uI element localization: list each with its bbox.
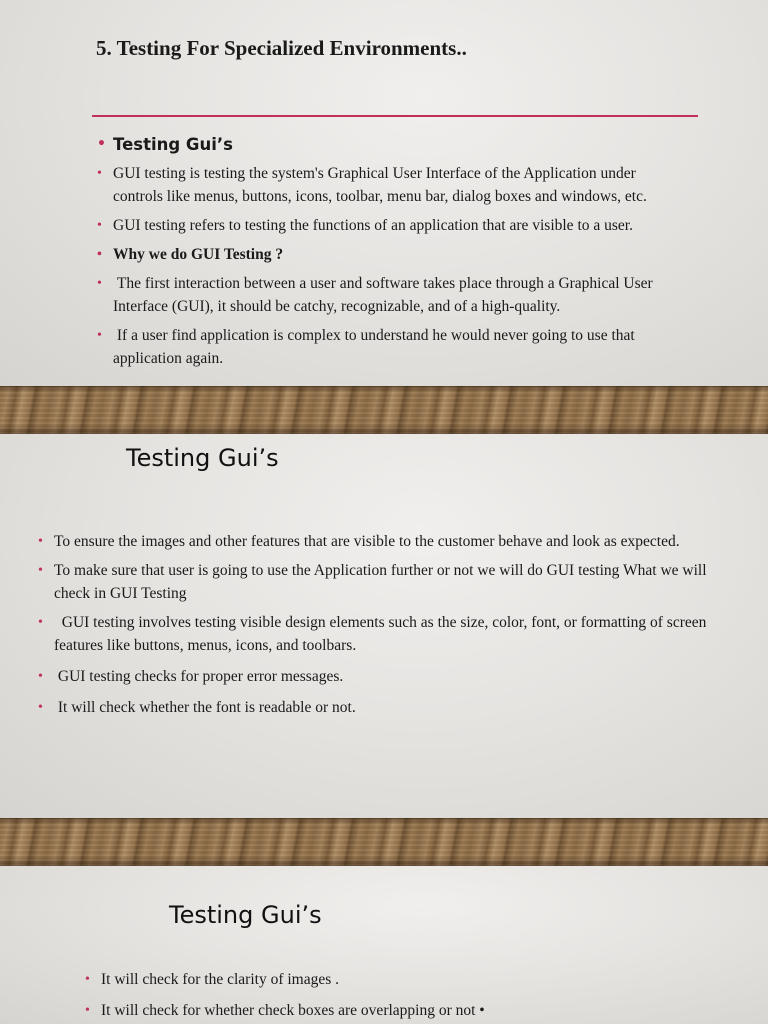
list-item: • Testing Gui’s	[97, 135, 233, 154]
bullet-icon: •	[38, 669, 43, 684]
bullet-icon: •	[38, 563, 43, 578]
slide-2-bullets	[38, 530, 738, 725]
slide-2-title: Testing Gui’s	[126, 444, 279, 472]
list-item: • GUI testing refers to testing the functions of an application that are visible to a user.	[97, 214, 667, 237]
title-divider	[92, 115, 698, 117]
bullet-icon: •	[38, 615, 43, 630]
slide-1-bullets	[97, 133, 667, 376]
bullet-icon: •	[97, 328, 102, 343]
bullet-icon: •	[97, 218, 102, 233]
list-item: • GUI testing involves testing visible design elements such as the size, color, font, or formatting of screen features like buttons, menus, icons, and toolbars.	[38, 611, 738, 657]
slide-3-bullets	[85, 968, 725, 1024]
list-item: • To ensure the images and other features that are visible to the customer behave and look as expected.	[38, 530, 738, 553]
list-item: • GUI testing checks for proper error messages.	[38, 665, 738, 688]
wood-floor-divider	[0, 386, 768, 434]
list-item: • It will check whether the font is readable or not.	[38, 696, 738, 719]
bullet-icon: •	[97, 166, 102, 181]
slide-3-title: Testing Gui’s	[169, 901, 322, 929]
list-item: • Why we do GUI Testing ?	[97, 243, 667, 266]
bullet-icon: •	[85, 972, 90, 987]
slide-1	[0, 0, 768, 386]
bullet-icon: •	[97, 276, 102, 291]
list-item: • The first interaction between a user and software takes place through a Graphical User Interface (GUI), it should be catchy, recognizable, and of a high-quality.	[97, 272, 667, 318]
list-item: • It will check for the clarity of images .	[85, 968, 725, 991]
bullet-icon: •	[97, 136, 106, 152]
slide-3	[0, 866, 768, 1024]
list-item: • GUI testing is testing the system's Graphical User Interface of the Application under controls like menus, buttons, icons, toolbar, menu bar, dialog boxes and windows, etc.	[97, 162, 667, 208]
slide-1-title: 5. Testing For Specialized Environments..	[96, 36, 467, 60]
bullet-icon: •	[38, 534, 43, 549]
list-item: • If a user find application is complex to understand he would never going to use that application again.	[97, 324, 667, 370]
list-item: • It will check for whether check boxes are overlapping or not •	[85, 999, 725, 1022]
slide-2	[0, 434, 768, 818]
bullet-icon: •	[97, 247, 102, 262]
wood-floor-divider	[0, 818, 768, 866]
list-item: • To make sure that user is going to use the Application further or not we will do GUI testing What we will check in GUI Testing	[38, 559, 738, 605]
bullet-icon: •	[38, 700, 43, 715]
bullet-icon: •	[85, 1003, 90, 1018]
